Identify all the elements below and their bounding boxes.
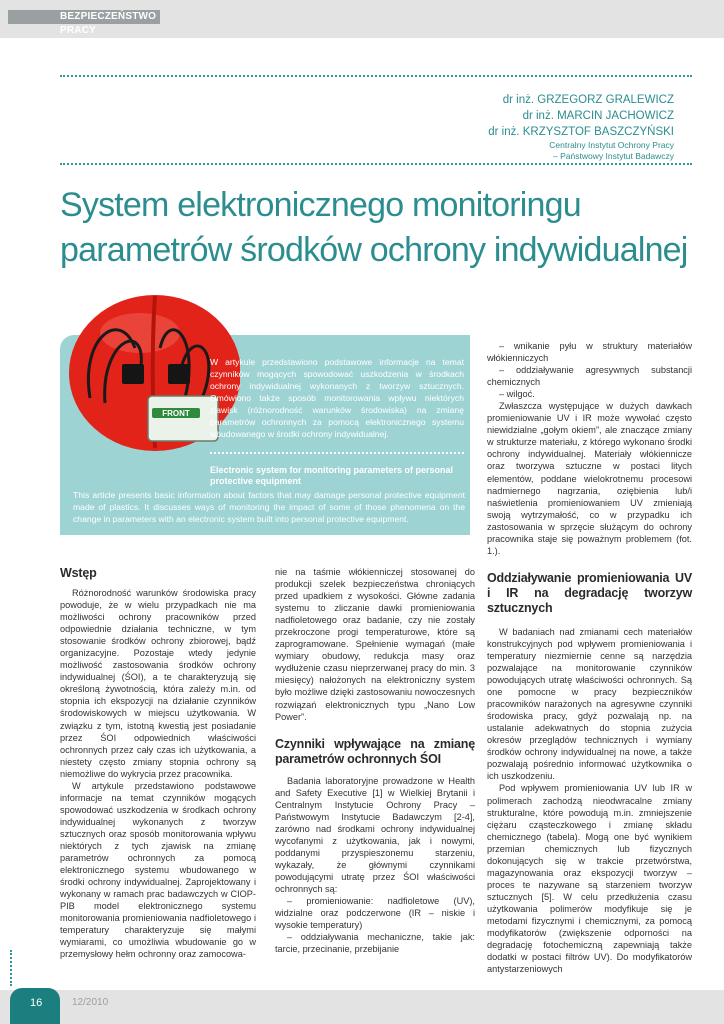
column-2	[275, 566, 475, 955]
heading-intro: Wstęp	[60, 566, 97, 580]
list-item-chemical: – oddziaływanie agresywnych substancji chemicznych	[487, 365, 692, 388]
authors-block	[488, 92, 674, 162]
column-1	[60, 566, 256, 960]
top-dotted-rule	[60, 75, 692, 77]
list-item-mechanical: – oddziaływania mechaniczne, takie jak: tarcie, przecinanie, przebijanie	[275, 932, 475, 955]
footer-bar	[0, 990, 724, 1024]
section-label: BEZPIECZEŃSTWO PRACY	[8, 10, 160, 24]
col3-paragraph-2: W badaniach nad zmianami cech materiałów konstrukcyjnych pod wpływem promieniowania i temperatury niezmiernie cenne są narzędzia pozwalające na monitorowanie czynników powodujących utratę właściwości ochronnych. Są one pomocne w pracy bezpieczników pracowników narażonych na agresywne czynniki środowiska pracy, gdyż pozwalają np. na ustalanie adekwatnych do stopnia zużycia okresów przeglądów technicznych i wymiany środków ochrony indywidualnej na nowe, a także pozwalają pośrednio informować użytkownika o ich uszkodzeniu.	[487, 626, 692, 782]
intro-paragraph-2: W artykule przedstawiono podstawowe informacje na temat czynników mogących spowodować uszkodzenia w środkach ochrony indywidualnej wykonanych z tworzyw sztucznych oraz sposób monitorowania wpływu niektórych z tych zjawisk na zmianę parametrów ochronnych za pomocą elektronicznego systemu wbudowanego w środki ochrony indywidualnej. Zaprojektowany i wykonany w ramach prac badawczych w CIOP-PIB model elektronicznego systemu monitorowania promieniowania nadfioletowego i temperatury charakteryzuje się małymi wymiarami, co umożliwia wbudowanie go w przemysłowy hełm ochronny oraz zamocowa-	[60, 780, 256, 960]
list-item-radiation: – promieniowanie: nadfioletowe (UV), widzialne oraz podczerwone (IR – niskie i wysokie temperatury)	[275, 896, 475, 931]
col3-paragraph-3: Pod wpływem promieniowania UV lub IR w polimerach zachodzą nieodwracalne zmiany strukturalne, które powodują m.in. zmniejszenie ciężaru cząsteczkowego i zmianę składu chemicznego (tabela). Mogą one być wynikiem przemian chemicznych lub fizycznych dokonujących się w trakcie przetwórstwa, magazynowania oraz ekspozycji tworzyw – proces te nazywane są starzeniem tworzyw sztucznych [5]. W celu przedłużenia czasu użytkowania polimerów modyfikuje się je metodami fizycznymi i chemicznymi, za pomocą modyfikatorów (zwiększenie odporności na degradację fotochemiczną zapewniają także dodatki w postaci filtrów UV). Do modyfikatorów antystarzeniowych	[487, 783, 692, 975]
abstract-polish: W artykule przedstawiono podstawowe informacje na temat czynników mogących spowodować uszkodzenia w środkach ochrony indywidualnej wykonanych z tworzyw sztucznych. Omówiono także sposób monitorowania wpływu niektórych zjawisk (różnorodność warunków środowiska) na zmianę parametrów ochronnych za pomocą elektronicznego systemu wbudowanego w środki ochrony indywidualnej.	[210, 357, 464, 439]
top-bar	[0, 0, 724, 38]
english-title: Electronic system for monitoring parameters of personal protective equipment	[210, 465, 454, 486]
institution-line-2: – Państwowy Instytut Badawczy	[553, 151, 674, 161]
sensor-1	[122, 364, 144, 384]
heading-factors: Czynniki wpływające na zmianę parametrów ochronnych ŚOI	[275, 736, 475, 766]
sensor-2	[168, 364, 190, 384]
col3-paragraph-1: Zwłaszcza występujące w dużych dawkach promieniowanie UV i IR może wywołać często niewidzialne „gołym okiem”, ale znaczące zmiany w strukturze materiału, z którego wykonano środki ochrony indywidualnej. Materiały włókiennicze oraz tworzywa sztuczne w postaci litych elementów, poddane wielokrotnemu procesowi nadmiernego nagrzania, oziębienia lub/i naświetlenia promieniowaniem UV zmieniają swoją wytrzymałość, co w przypadku ich zastosowania w sprzęcie służącym do ochrony pracownika staje się poważnym problemem (fot. 1.).	[487, 401, 692, 556]
monitoring-device	[148, 396, 218, 441]
col2-paragraph-2: Badania laboratoryjne prowadzone w Health and Safety Executive [1] w Wielkiej Brytanii i Centralnym Instytucie Ochrony Pracy – Państwowym Instytucie Badawczym [2-4], zarówno nad środkami ochrony indywidualnej wycofanymi z użytkowania, jak i nowymi, poddanymi przyspieszonemu starzeniu, wykazały, że głównymi czynnikami powodującymi utratę przez ŚOI właściwości ochronnych są:	[275, 775, 475, 895]
author-2: dr inż. MARCIN JACHOWICZ	[522, 110, 674, 122]
abstract-dotted-rule	[210, 452, 464, 454]
title-dotted-rule	[60, 163, 692, 165]
list-item-dust: – wnikanie pyłu w struktury materiałów włókienniczych	[487, 341, 692, 364]
device-logo-text: FRONT	[162, 409, 190, 418]
abstract-english: This article presents basic information about factors that may damage personal protective equipment made of plastics. It discusses ways of monitoring the impact of some of those phenomena on the change in parameters with an electronic system built into personal protective equipment.	[73, 490, 465, 524]
page-number: 16	[10, 988, 60, 1024]
article-title: System elektronicznego monitoringu parametrów środków ochrony indywidualnej	[60, 186, 688, 269]
author-1: dr inż. GRZEGORZ GRALEWICZ	[502, 94, 674, 106]
column-3	[487, 340, 692, 975]
col2-paragraph-1: nie na taśmie włókienniczej stosowanej do produkcji szelek bezpieczeństwa chroniących przed upadkiem z wysokości. Główne zadania systemu to zliczanie dawki promieniowania nadfioletowego oraz badanie, czy nie zostały przekroczone progi temperaturowe, które są zaprogramowane. Spełnienie wymagań (małe wymiary obudowy, redukcja masy oraz wydłużenie czasu nieprzerwanej pracy do min. 3 miesięcy) nałożonych na elektroniczny system było możliwe dzięki zastosowaniu nowoczesnych rozwiązań elektronicznych typu „Nano Low Power”.	[275, 567, 475, 722]
left-margin-dotted-rule	[10, 950, 12, 986]
heading-uv-ir: Oddziaływanie promieniowania UV i IR na degradację tworzyw sztucznych	[487, 570, 692, 615]
intro-paragraph-1: Różnorodność warunków środowiska pracy powoduje, że w wielu przypadkach nie ma możliwości ochrony pracowników przed odpowiednie działania techniczne, w tym stosowanie środków ochrony zbiorowej, bądź organizacyjne. Pozostaje wtedy jedynie możliwość zastosowania środków ochrony indywidualnej (ŚOI), a te charakteryzują się określoną żywotnością, która zależy m.in. od stopnia ich ekspozycji na działanie czynników środowiskowych w miejscu użytkowania. W związku z tym, istotną kwestią jest posiadanie przez ŚOI odpowiednich właściwości ochronnych przez cały czas ich użytkowania, a niestety często zmiany stopnia ochrony są niemożliwe do wykrycia przez pracownika.	[60, 588, 256, 779]
author-3: dr inż. KRZYSZTOF BASZCZYŃSKI	[488, 126, 674, 138]
list-item-moisture: – wilgoć.	[499, 389, 535, 400]
institution-line-1: Centralny Instytut Ochrony Pracy	[549, 140, 674, 150]
issue-number: 12/2010	[72, 997, 109, 1008]
